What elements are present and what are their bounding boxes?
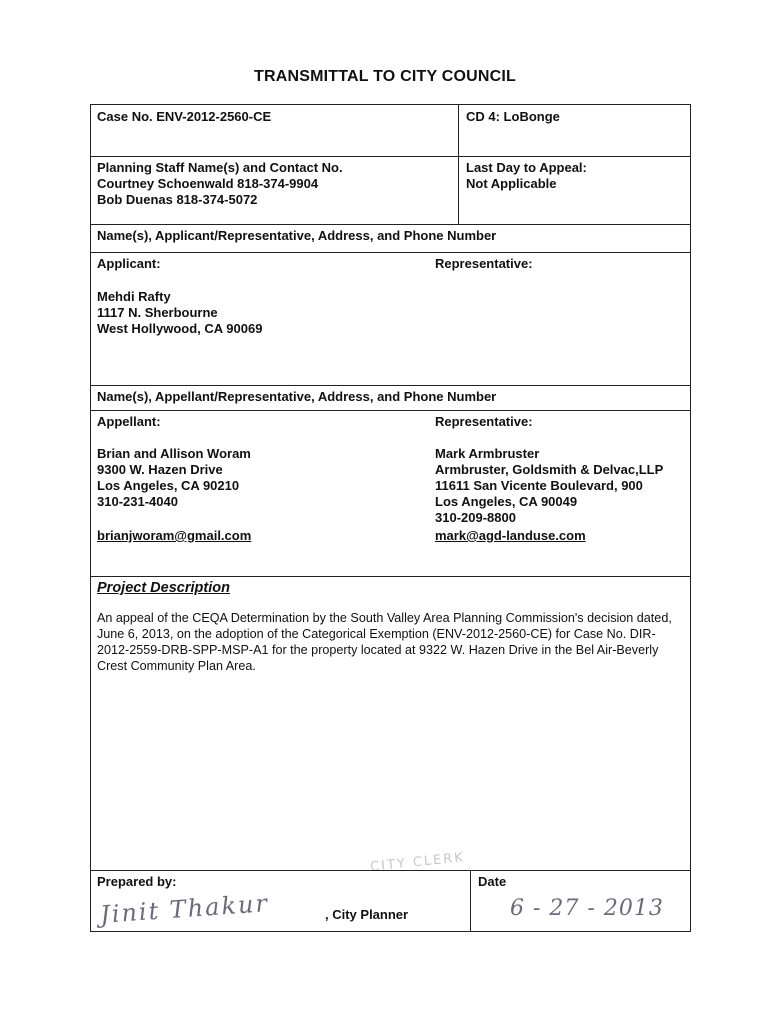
row-divider (90, 156, 691, 157)
footer-divider (470, 870, 471, 932)
appellant-email-link[interactable]: brianjworam@gmail.com (97, 528, 252, 543)
planner-role: , City Planner (325, 907, 409, 922)
appeal-label: Last Day to Appeal: (466, 160, 587, 175)
appellant-line: Brian and Allison Woram (97, 446, 251, 461)
date-label: Date (478, 874, 507, 889)
representative-line: 11611 San Vicente Boulevard, 900 (435, 478, 643, 493)
applicant-representative-label: Representative: (435, 256, 533, 271)
applicant-line: West Hollywood, CA 90069 (97, 321, 263, 336)
row-divider (90, 224, 691, 225)
applicant-section-heading: Name(s), Applicant/Representative, Address, and Phone Number (97, 228, 497, 243)
staff-contact: Bob Duenas 818-374-5072 (97, 192, 258, 207)
project-description-heading: Project Description (97, 580, 230, 596)
appellant-section-heading: Name(s), Appellant/Representative, Address, and Phone Number (97, 389, 497, 404)
appeal-value: Not Applicable (466, 176, 557, 191)
council-district: CD 4: LoBonge (466, 109, 560, 124)
row-divider (90, 410, 691, 411)
appellant-line: Los Angeles, CA 90210 (97, 478, 240, 493)
appellant-line: 310-231-4040 (97, 494, 178, 509)
appellant-label: Appellant: (97, 414, 161, 429)
row-divider (90, 576, 691, 577)
row-divider (90, 870, 691, 871)
staff-contact: Courtney Schoenwald 818-374-9904 (97, 176, 319, 191)
date-value: 6 - 27 - 2013 (510, 896, 664, 921)
project-description-text: An appeal of the CEQA Determination by the South Valley Area Planning Commission's decision dated, June 6, 2013, on the adoption of the Categorical Exemption (ENV-2012-2560-CE) for Case No. DIR-2012-2559-DRB-SPP-MSP-A1 for the property located at 9322 W. Hazen Drive in the Bel Air-Beverly Crest Community Plan Area. (97, 611, 672, 673)
representative-email-link[interactable]: mark@agd-landuse.com (435, 528, 586, 543)
appellant-representative-label: Representative: (435, 414, 533, 429)
applicant-line: 1117 N. Sherbourne (97, 305, 218, 320)
appellant-line: 9300 W. Hazen Drive (97, 462, 223, 477)
applicant-label: Applicant: (97, 256, 161, 271)
row-divider (90, 385, 691, 386)
applicant-line: Mehdi Rafty (97, 289, 171, 304)
row-divider (90, 252, 691, 253)
representative-line: 310-209-8800 (435, 510, 516, 525)
case-divider (458, 104, 459, 224)
representative-line: Armbruster, Goldsmith & Delvac,LLP (435, 462, 664, 477)
representative-line: Los Angeles, CA 90049 (435, 494, 578, 509)
document-title: TRANSMITTAL TO CITY COUNCIL (254, 68, 516, 85)
prepared-by-label: Prepared by: (97, 874, 177, 889)
clerk-stamp: CITY CLERK (369, 850, 466, 875)
planner-signature: Jinit Thakur (99, 889, 270, 929)
staff-heading: Planning Staff Name(s) and Contact No. (97, 160, 343, 175)
case-number: Case No. ENV-2012-2560-CE (97, 109, 272, 124)
representative-line: Mark Armbruster (435, 446, 540, 461)
